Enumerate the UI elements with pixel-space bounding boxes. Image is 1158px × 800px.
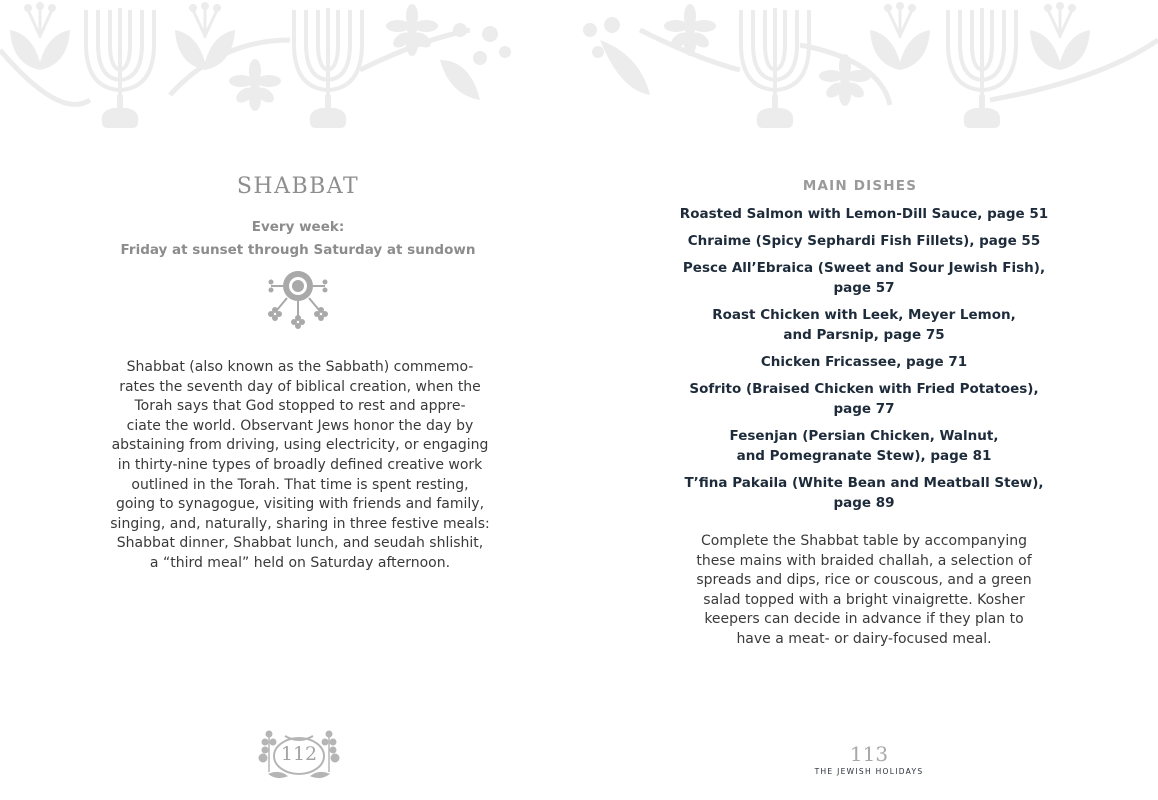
section-heading: MAIN DISHES — [802, 178, 918, 194]
serving-paragraph — [669, 532, 1059, 650]
body-line: have a meat- or dairy-focused meal. — [736, 630, 992, 647]
dish-line: T’fina Pakaila (White Bean and Meatball Stew), — [684, 475, 1044, 491]
body-line: abstaining from driving, using electricity, or engaging — [111, 437, 489, 454]
holiday-timing — [0, 216, 596, 262]
body-line: in thirty-nine types of broadly defined creative work — [117, 456, 483, 473]
timing-line-2: Friday at sunset through Saturday at sundown — [120, 242, 476, 258]
dish-line: Roast Chicken with Leek, Meyer Lemon, — [712, 307, 1016, 323]
body-line: spreads and dips, rice or couscous, and a green — [696, 572, 1032, 589]
timing-line-1: Every week: — [251, 219, 345, 235]
body-line: singing, and, naturally, sharing in three festive meals: — [110, 515, 490, 532]
body-line: outlined in the Torah. That time is spent resting, — [131, 476, 469, 493]
right-page — [579, 0, 1158, 800]
list-item — [579, 473, 1149, 513]
body-line: rates the seventh day of biblical creation, when the — [119, 378, 481, 395]
intro-paragraph — [100, 358, 500, 574]
body-line: going to synagogue, visiting with friends and family, — [115, 496, 485, 513]
list-item — [579, 231, 1149, 251]
dish-line: page 77 — [833, 401, 895, 417]
dish-list — [579, 204, 1149, 520]
body-line: salad topped with a bright vinaigrette. Kosher — [703, 591, 1025, 608]
list-item — [579, 426, 1149, 466]
dish-line: and Pomegranate Stew), page 81 — [736, 448, 992, 464]
list-item — [579, 305, 1149, 345]
body-line: keepers can decide in advance if they plan to — [704, 611, 1024, 628]
list-item — [579, 352, 1149, 372]
dish-line: Roasted Salmon with Lemon-Dill Sauce, page 51 — [679, 206, 1049, 222]
dish-line: Chraime (Spicy Sephardi Fish Fillets), page 55 — [687, 233, 1041, 249]
dish-line: Fesenjan (Persian Chicken, Walnut, — [729, 428, 999, 444]
body-line: these mains with braided challah, a selection of — [696, 552, 1032, 569]
list-item — [579, 258, 1149, 298]
body-line: ciate the world. Observant Jews honor the day by — [126, 417, 474, 434]
dish-line: Sofrito (Braised Chicken with Fried Potatoes), — [689, 381, 1039, 397]
body-line: Torah says that God stopped to rest and appre- — [134, 398, 466, 415]
list-item — [579, 379, 1149, 419]
dish-line: page 89 — [833, 495, 895, 511]
dish-line: and Parsnip, page 75 — [783, 327, 945, 343]
list-item — [579, 204, 1149, 224]
body-line: Complete the Shabbat table by accompanying — [701, 533, 1027, 549]
dish-line: Chicken Fricassee, page 71 — [760, 354, 968, 370]
page-number: 112 — [280, 743, 318, 765]
dish-line: page 57 — [833, 280, 895, 296]
body-line: a “third meal” held on Saturday afternoon. — [149, 554, 451, 571]
body-line: Shabbat (also known as the Sabbath) commemo- — [126, 359, 474, 375]
page-title: SHABBAT — [236, 174, 360, 199]
page-footer-right — [779, 743, 959, 776]
dish-line: Pesce All’Ebraica (Sweet and Sour Jewish Fish), — [682, 260, 1046, 276]
page-number-left — [255, 724, 343, 786]
running-footer: THE JEWISH HOLIDAYS — [814, 767, 924, 776]
page-number: 113 — [849, 742, 889, 766]
floral-ornament-icon — [265, 268, 331, 330]
body-line: Shabbat dinner, Shabbat lunch, and seudah shlishit, — [116, 535, 484, 552]
